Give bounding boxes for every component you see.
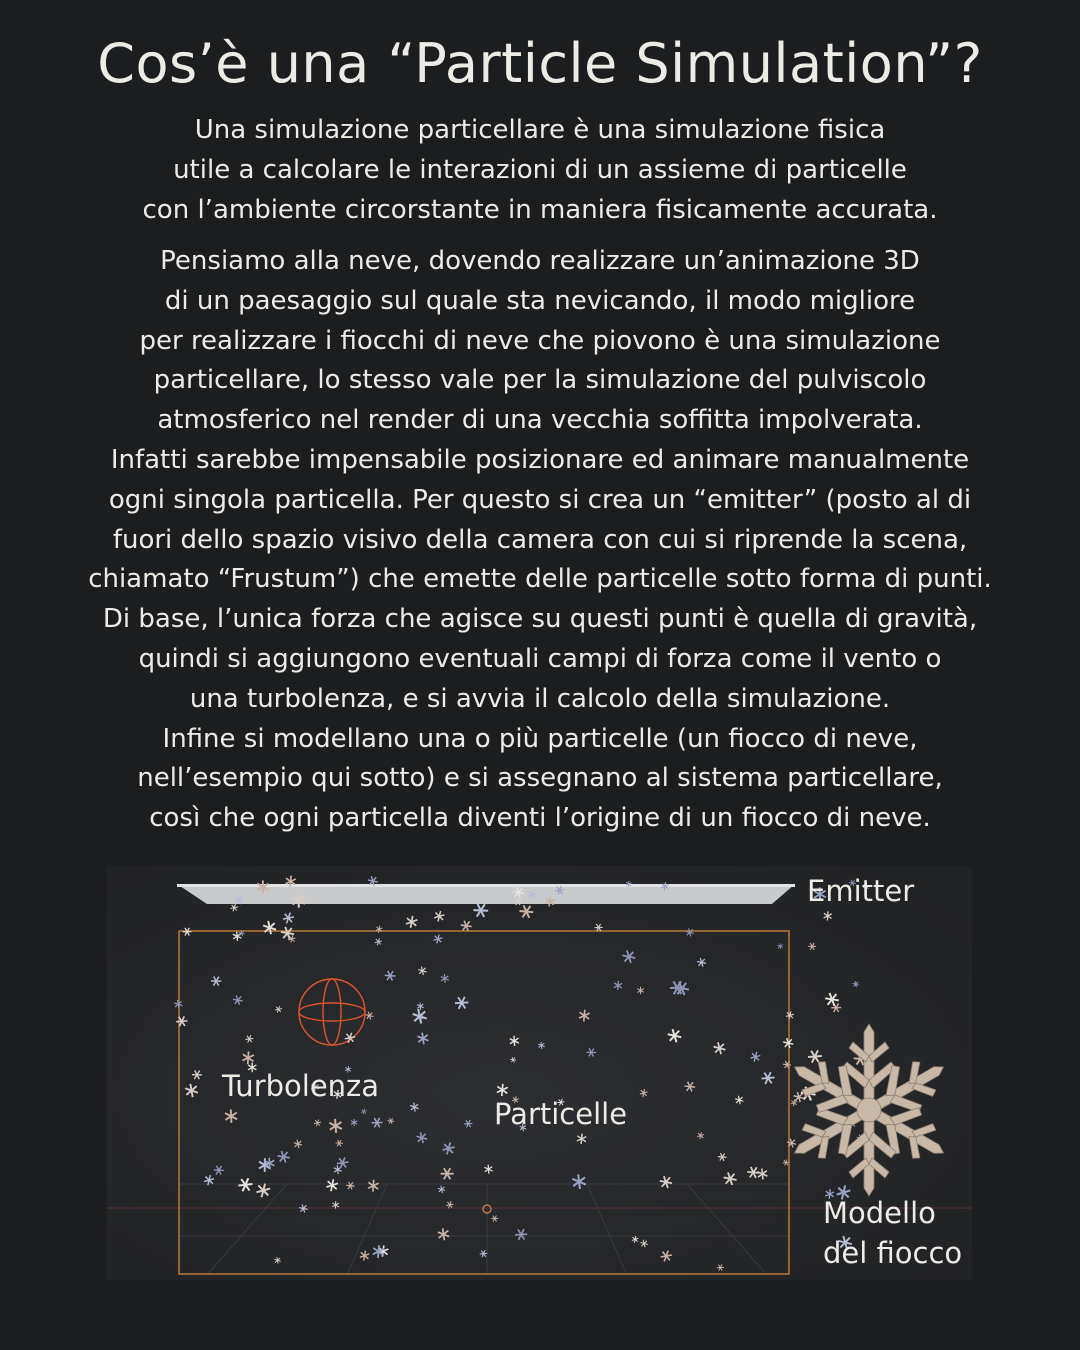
intro-paragraph [0, 111, 1080, 230]
text-line: Infatti sarebbe impensabile posizionare ed animare manualmente [110, 444, 970, 475]
text-line: così che ogni particella diventi l’origine di un fiocco di neve. [149, 803, 931, 834]
text-line: particellare, lo stesso vale per la simulazione del pulviscolo [153, 365, 927, 396]
snowflake-model-label [823, 1193, 962, 1273]
text-line: ogni singola particella. Per questo si crea un “emitter” (posto al di [108, 484, 972, 515]
text-line: una turbolenza, e si avvia il calcolo della simulazione. [189, 683, 891, 714]
text-line: quindi si aggiungono eventuali campi di forza come il vento o [138, 643, 942, 674]
text-line: utile a calcolare le interazioni di un assieme di particelle [173, 154, 907, 185]
emitter-plane-edge [177, 884, 795, 887]
particles-label: Particelle [494, 1097, 628, 1131]
page-title: Cos’è una “Particle Simulation”? [97, 32, 983, 95]
snowflake-model-label-line: del fiocco [823, 1236, 963, 1270]
text-line: di un paesaggio sul quale sta nevicando, il modo migliore [164, 285, 916, 316]
turbulence-label: Turbolenza [222, 1069, 380, 1103]
text-line: Pensiamo alla neve, dovendo realizzare un’animazione 3D [160, 246, 920, 276]
text-line: chiamato “Frustum”) che emette delle particelle sotto forma di punti. [88, 564, 992, 595]
snowflake-model-label-line: Modello [823, 1196, 936, 1230]
text-line: Di base, l’unica forza che agisce su questi punti è quella di gravità, [102, 604, 978, 635]
text-line: Infine si modellano una o più particelle (un fiocco di neve, [162, 723, 918, 754]
text-line: con l’ambiente circorstante in maniera fisicamente accurata. [142, 194, 938, 225]
text-line: Una simulazione particellare è una simulazione fisica [194, 115, 886, 145]
text-line: per realizzare i fiocchi di neve che piovono è una simulazione [139, 325, 941, 356]
body-paragraph [0, 242, 1080, 839]
emitter-label: Emitter [807, 874, 915, 908]
text-line: nell’esempio qui sotto) e si assegnano al sistema particellare, [137, 763, 943, 794]
text-line: fuori dello spazio visivo della camera con cui si riprende la scena, [112, 524, 968, 555]
particle-scene-illustration [107, 866, 972, 1280]
text-line: atmosferico nel render di una vecchia soffitta impolverata. [157, 405, 923, 436]
